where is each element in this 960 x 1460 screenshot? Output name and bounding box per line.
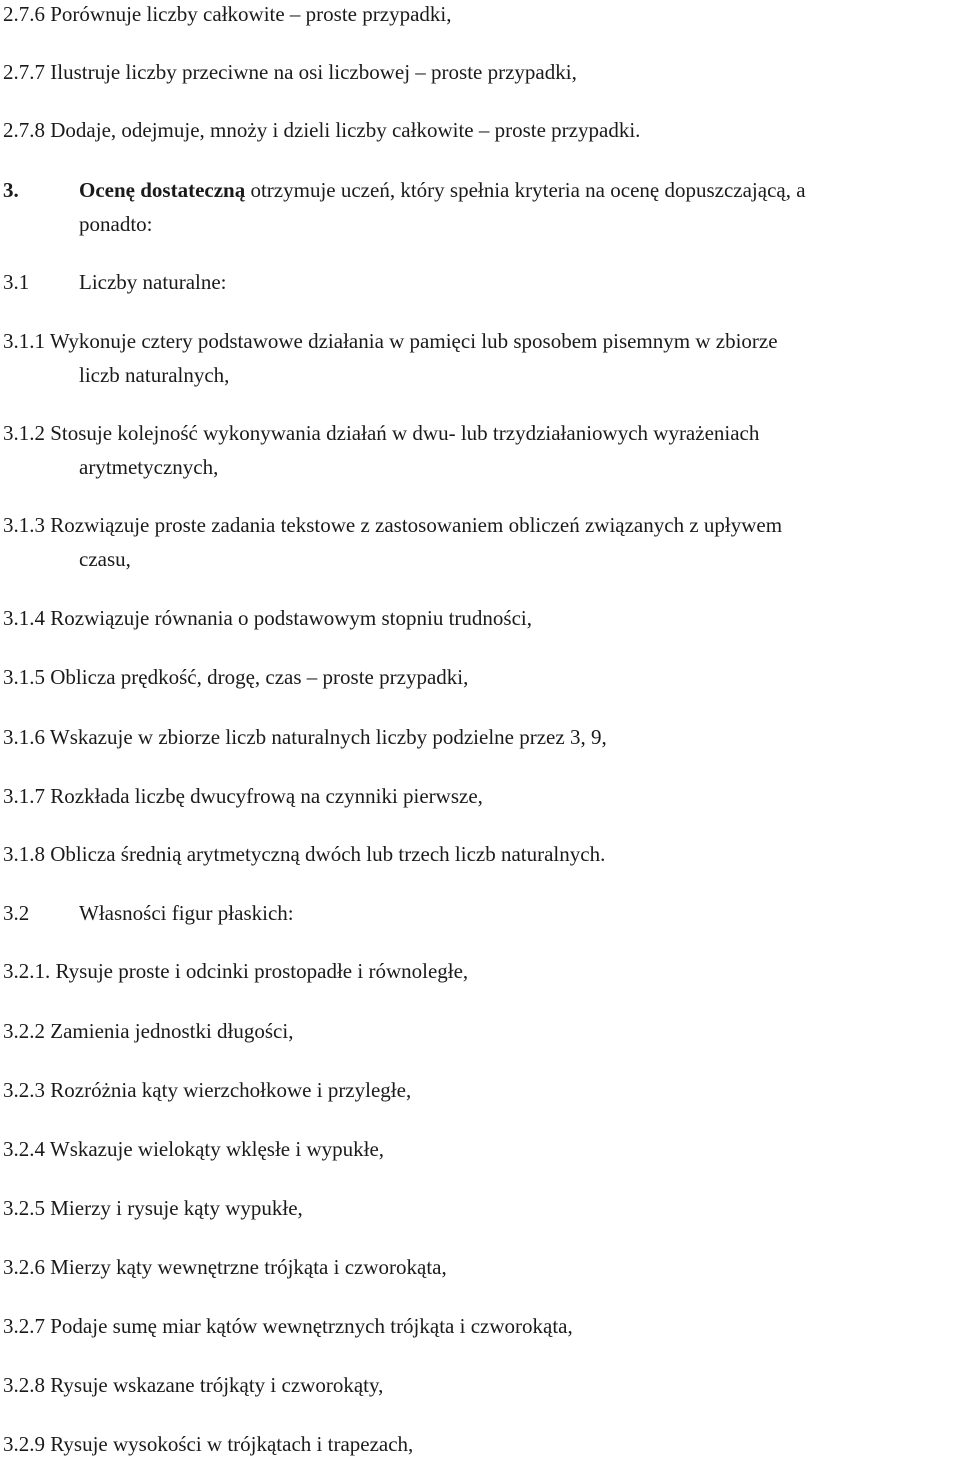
list-item: 3.1.7 Rozkłada liczbę dwucyfrową na czynniki pierwsze, [3, 784, 483, 808]
list-item: 3.1.2 Stosuje kolejność wykonywania działań w dwu- lub trzydziałaniowych wyrażeniach [3, 421, 760, 445]
subsection-number: 3.1 [3, 270, 30, 294]
list-item: 3.2.7 Podaje sumę miar kątów wewnętrznych trójkąta i czworokąta, [3, 1314, 573, 1338]
list-item: 2.7.7 Ilustruje liczby przeciwne na osi liczbowej – proste przypadki, [3, 60, 577, 84]
subsection-title: Własności figur płaskich: [79, 901, 294, 925]
subsection-heading [0, 903, 960, 929]
list-item: 3.1.8 Oblicza średnią arytmetyczną dwóch lub trzech liczb naturalnych. [3, 842, 606, 866]
section-heading-text [79, 180, 806, 201]
list-item: 3.1.5 Oblicza prędkość, drogę, czas – proste przypadki, [3, 665, 469, 689]
list-item-continuation: liczb naturalnych, [79, 363, 230, 387]
section-heading [0, 180, 960, 206]
list-item: 3.1.1 Wykonuje cztery podstawowe działania w pamięci lub sposobem pisemnym w zbiorze [3, 329, 778, 353]
list-item: 3.2.4 Wskazuje wielokąty wklęsłe i wypukłe, [3, 1137, 385, 1161]
list-item: ponadto: [79, 212, 153, 236]
list-item: 3.2.3 Rozróżnia kąty wierzchołkowe i przyległe, [3, 1078, 412, 1102]
list-item: 3.1.6 Wskazuje w zbiorze liczb naturalnych liczby podzielne przez 3, 9, [3, 725, 607, 749]
list-item: 3.2.8 Rysuje wskazane trójkąty i czworokąty, [3, 1373, 384, 1397]
list-item: 3.2.6 Mierzy kąty wewnętrzne trójkąta i czworokąta, [3, 1255, 447, 1279]
heading-rest: otrzymuje uczeń, który spełnia kryteria na ocenę dopuszczającą, a [245, 178, 806, 202]
list-item: 3.1.4 Rozwiązuje równania o podstawowym stopniu trudności, [3, 606, 532, 630]
list-item-continuation: arytmetycznych, [79, 455, 219, 479]
list-item: 3.2.5 Mierzy i rysuje kąty wypukłe, [3, 1196, 303, 1220]
list-item: 2.7.8 Dodaje, odejmuje, mnoży i dzieli liczby całkowite – proste przypadki. [3, 118, 641, 142]
list-item: 2.7.6 Porównuje liczby całkowite – proste przypadki, [3, 2, 452, 26]
grade-label: Ocenę dostateczną [79, 178, 246, 202]
list-item: 3.1.3 Rozwiązuje proste zadania tekstowe z zastosowaniem obliczeń związanych z upływem [3, 513, 783, 537]
list-item: 3.2.2 Zamienia jednostki długości, [3, 1019, 294, 1043]
list-item: 3.2.9 Rysuje wysokości w trójkątach i trapezach, [3, 1432, 414, 1456]
list-item: 3.2.1. Rysuje proste i odcinki prostopadłe i równoległe, [3, 959, 469, 983]
subsection-heading [0, 272, 960, 298]
list-item-continuation: czasu, [79, 547, 131, 571]
section-number: 3. [3, 178, 19, 202]
subsection-title: Liczby naturalne: [79, 270, 227, 294]
subsection-number: 3.2 [3, 901, 30, 925]
